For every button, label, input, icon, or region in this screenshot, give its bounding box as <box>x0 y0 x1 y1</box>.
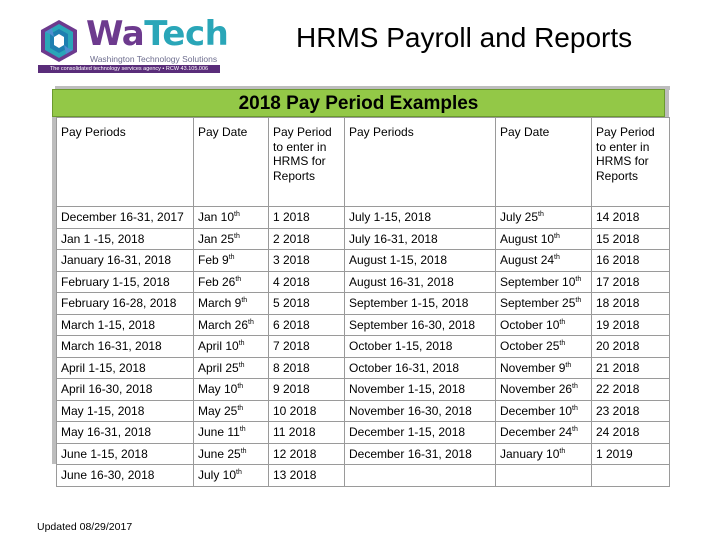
pay-period-table-container <box>56 117 669 487</box>
pay-period-cell: April 16-30, 2018 <box>57 379 194 401</box>
pay-period-cell: October 1-15, 2018 <box>345 336 496 358</box>
pay-date-cell <box>496 271 592 293</box>
pay-date-text: April 25 <box>198 360 239 375</box>
ordinal-suffix: th <box>238 340 245 348</box>
table-row <box>57 379 670 401</box>
header-pay-date: Pay Date <box>194 118 269 207</box>
logo-wordmark <box>86 14 228 54</box>
pay-date-cell <box>194 314 269 336</box>
hrms-period-cell: 20 2018 <box>592 336 670 358</box>
ordinal-suffix: th <box>237 383 244 391</box>
pay-date-text: June 11 <box>198 425 240 440</box>
pay-period-cell: May 16-31, 2018 <box>57 422 194 444</box>
pay-period-cell: April 1-15, 2018 <box>57 357 194 379</box>
pay-date-cell <box>194 400 269 422</box>
hrms-period-cell <box>592 465 670 487</box>
pay-period-cell: March 1-15, 2018 <box>57 314 194 336</box>
pay-date-cell <box>496 357 592 379</box>
pay-date-text: Jan 10 <box>198 210 235 225</box>
pay-period-cell: February 1-15, 2018 <box>57 271 194 293</box>
ordinal-suffix: th <box>572 383 578 391</box>
pay-date-cell <box>496 228 592 250</box>
table-row <box>57 228 670 250</box>
hrms-period-cell: 15 2018 <box>592 228 670 250</box>
page-title: HRMS Payroll and Reports <box>296 22 633 53</box>
pay-date-text: March 9 <box>198 296 242 311</box>
pay-period-cell: February 16-28, 2018 <box>57 293 194 315</box>
pay-date-text: Feb 9 <box>198 253 229 268</box>
hrms-period-cell: 16 2018 <box>592 250 670 272</box>
pay-date-cell <box>194 336 269 358</box>
pay-date-text: Jan 25 <box>198 231 235 246</box>
logo-tech: Tech <box>144 14 229 54</box>
logo-wa: Wa <box>86 14 145 54</box>
ordinal-suffix: th <box>248 318 254 326</box>
table-row <box>57 443 670 465</box>
hrms-period-cell: 7 2018 <box>269 336 345 358</box>
pay-date-text: October 10 <box>500 317 560 332</box>
ordinal-suffix: th <box>236 469 242 477</box>
header-pay-date: Pay Date <box>496 118 592 207</box>
pay-date-cell <box>194 250 269 272</box>
pay-date-cell <box>496 207 592 229</box>
pay-date-text: June 25 <box>198 446 241 461</box>
hrms-period-cell: 11 2018 <box>269 422 345 444</box>
ordinal-suffix: th <box>241 297 248 305</box>
hrms-period-cell: 9 2018 <box>269 379 345 401</box>
pay-date-cell <box>194 207 269 229</box>
updated-date: Updated 08/29/2017 <box>37 521 133 533</box>
hrms-period-cell: 4 2018 <box>269 271 345 293</box>
table-row <box>57 465 670 487</box>
hrms-period-cell: 14 2018 <box>592 207 670 229</box>
pay-period-cell: June 1-15, 2018 <box>57 443 194 465</box>
pay-period-cell: July 16-31, 2018 <box>345 228 496 250</box>
table-row <box>57 422 670 444</box>
ordinal-suffix: th <box>572 426 578 434</box>
pay-date-cell <box>194 422 269 444</box>
ordinal-suffix: th <box>234 211 240 219</box>
pay-period-cell: August 1-15, 2018 <box>345 250 496 272</box>
ordinal-suffix: th <box>239 426 246 434</box>
pay-date-cell <box>194 443 269 465</box>
pay-period-banner: 2018 Pay Period Examples <box>52 89 665 117</box>
pay-period-cell: June 16-30, 2018 <box>57 465 194 487</box>
hrms-period-cell: 1 2019 <box>592 443 670 465</box>
header-pay-periods: Pay Periods <box>345 118 496 207</box>
pay-date-text: September 25 <box>500 296 576 311</box>
pay-date-cell <box>496 443 592 465</box>
logo-tagline: The consolidated technology services agency • RCW 43.105.006 <box>38 65 220 73</box>
pay-period-cell: May 1-15, 2018 <box>57 400 194 422</box>
hrms-period-cell: 3 2018 <box>269 250 345 272</box>
pay-date-cell <box>194 293 269 315</box>
table-row <box>57 336 670 358</box>
ordinal-suffix: th <box>538 211 544 219</box>
pay-date-cell <box>496 314 592 336</box>
pay-period-cell: December 1-15, 2018 <box>345 422 496 444</box>
ordinal-suffix: th <box>559 447 566 455</box>
ordinal-suffix: th <box>228 254 235 262</box>
ordinal-suffix: th <box>559 340 566 348</box>
pay-period-cell: August 16-31, 2018 <box>345 271 496 293</box>
pay-date-cell <box>194 357 269 379</box>
pay-period-cell: October 16-31, 2018 <box>345 357 496 379</box>
pay-period-cell: November 1-15, 2018 <box>345 379 496 401</box>
pay-date-text: May 25 <box>198 403 238 418</box>
table-row <box>57 271 670 293</box>
hrms-period-cell: 10 2018 <box>269 400 345 422</box>
pay-date-text: September 10 <box>500 274 576 289</box>
pay-date-cell <box>496 336 592 358</box>
watech-hexagon-logo-icon <box>36 18 82 64</box>
pay-period-cell: March 16-31, 2018 <box>57 336 194 358</box>
ordinal-suffix: th <box>554 232 560 240</box>
pay-period-cell: September 1-15, 2018 <box>345 293 496 315</box>
hrms-period-cell: 21 2018 <box>592 357 670 379</box>
pay-date-text: October 25 <box>500 339 560 354</box>
ordinal-suffix: th <box>240 447 247 455</box>
ordinal-suffix: th <box>575 275 582 283</box>
pay-date-cell <box>194 271 269 293</box>
header-hrms-period: Pay Period to enter in HRMS for Reports <box>269 118 345 207</box>
pay-date-text: July 25 <box>500 210 539 225</box>
hrms-period-cell: 23 2018 <box>592 400 670 422</box>
hrms-period-cell: 17 2018 <box>592 271 670 293</box>
table-row <box>57 400 670 422</box>
pay-date-text: August 10 <box>500 231 555 246</box>
pay-period-cell: Jan 1 -15, 2018 <box>57 228 194 250</box>
pay-date-cell <box>496 465 592 487</box>
ordinal-suffix: th <box>235 275 242 283</box>
ordinal-suffix: th <box>565 361 572 369</box>
pay-date-cell <box>194 465 269 487</box>
pay-date-text: November 9 <box>500 360 566 375</box>
hrms-period-cell: 6 2018 <box>269 314 345 336</box>
table-row <box>57 314 670 336</box>
ordinal-suffix: th <box>572 404 578 412</box>
ordinal-suffix: th <box>559 318 566 326</box>
pay-period-cell: November 16-30, 2018 <box>345 400 496 422</box>
pay-date-cell <box>194 228 269 250</box>
pay-date-cell <box>496 422 592 444</box>
table-header-row <box>57 118 670 207</box>
pay-date-cell <box>194 379 269 401</box>
table-row <box>57 293 670 315</box>
ordinal-suffix: th <box>234 232 240 240</box>
pay-date-text: Feb 26 <box>198 274 236 289</box>
pay-period-cell: December 16-31, 2017 <box>57 207 194 229</box>
hrms-period-cell: 24 2018 <box>592 422 670 444</box>
header-pay-periods: Pay Periods <box>57 118 194 207</box>
hrms-period-cell: 8 2018 <box>269 357 345 379</box>
pay-date-cell <box>496 400 592 422</box>
pay-period-cell: September 16-30, 2018 <box>345 314 496 336</box>
pay-date-text: November 26 <box>500 382 573 397</box>
pay-date-text: January 10 <box>500 446 560 461</box>
hrms-period-cell: 5 2018 <box>269 293 345 315</box>
ordinal-suffix: th <box>554 254 560 262</box>
pay-date-text: December 24 <box>500 425 573 440</box>
hrms-period-cell: 1 2018 <box>269 207 345 229</box>
table-row <box>57 250 670 272</box>
hrms-period-cell: 22 2018 <box>592 379 670 401</box>
hrms-period-cell: 19 2018 <box>592 314 670 336</box>
header-hrms-period: Pay Period to enter in HRMS for Reports <box>592 118 670 207</box>
pay-period-table <box>56 117 670 487</box>
pay-period-cell: December 16-31, 2018 <box>345 443 496 465</box>
pay-date-text: August 24 <box>500 253 555 268</box>
hrms-period-cell: 12 2018 <box>269 443 345 465</box>
pay-date-text: July 10 <box>198 468 237 483</box>
pay-date-cell <box>496 379 592 401</box>
ordinal-suffix: th <box>575 297 582 305</box>
watech-logo <box>36 14 229 76</box>
ordinal-suffix: th <box>237 404 244 412</box>
hrms-period-cell: 2 2018 <box>269 228 345 250</box>
pay-date-cell <box>496 293 592 315</box>
pay-period-cell: July 1-15, 2018 <box>345 207 496 229</box>
pay-period-cell <box>345 465 496 487</box>
hrms-period-cell: 18 2018 <box>592 293 670 315</box>
pay-date-text: December 10 <box>500 403 573 418</box>
pay-date-text: April 10 <box>198 339 239 354</box>
hrms-period-cell: 13 2018 <box>269 465 345 487</box>
pay-date-text: May 10 <box>198 382 238 397</box>
table-row <box>57 357 670 379</box>
ordinal-suffix: th <box>238 361 245 369</box>
pay-date-text: March 26 <box>198 317 249 332</box>
table-row <box>57 207 670 229</box>
logo-subtitle: Washington Technology Solutions <box>90 54 218 64</box>
pay-date-cell <box>496 250 592 272</box>
pay-period-cell: January 16-31, 2018 <box>57 250 194 272</box>
